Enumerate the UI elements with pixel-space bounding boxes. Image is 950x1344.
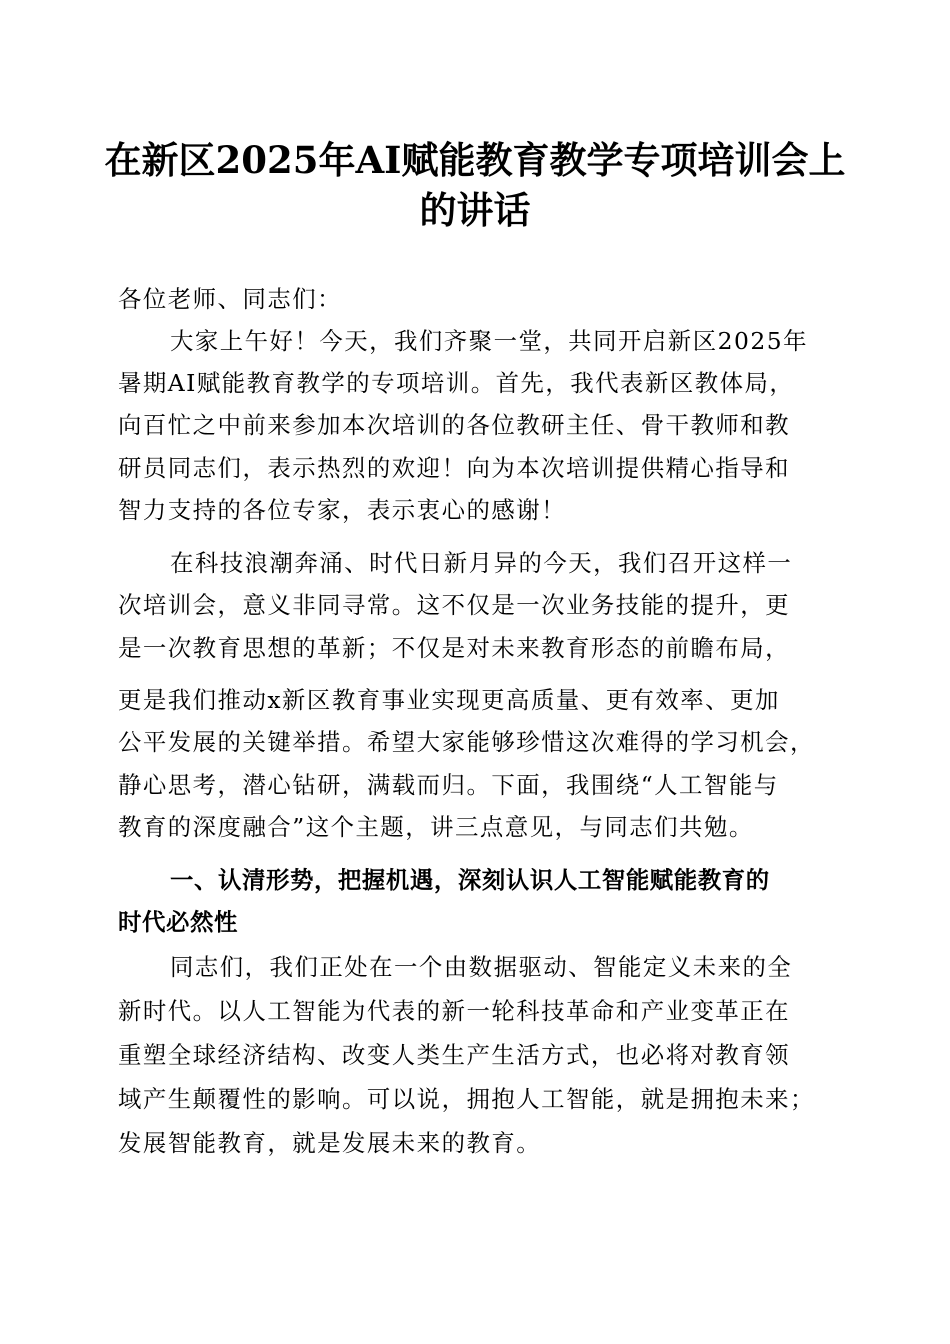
paragraph-3-line-2: 新时代。以人工智能为代表的新一轮科技革命和产业变革正在 (118, 997, 791, 1025)
paragraph-1-line-5: 智力支持的各位专家，表示衷心的感谢！ (118, 496, 567, 524)
paragraph-1-line-4: 研员同志们，表示热烈的欢迎！向为本次培训提供精心指导和 (118, 454, 791, 482)
document-title-line-2: 的讲话 (419, 188, 531, 232)
section-heading-1-line-1: 一、认清形势，把握机遇，深刻认识人工智能赋能教育的 (170, 866, 770, 894)
paragraph-2-line-7: 教育的深度融合”这个主题，讲三点意见，与同志们共勉。 (118, 813, 754, 841)
salutation: 各位老师、同志们： (118, 285, 343, 313)
document-title-line-1: 在新区2025年AI赋能教育教学专项培训会上 (104, 138, 846, 182)
paragraph-2-line-3: 是一次教育思想的革新；不仅是对未来教育形态的前瞻布局， (118, 634, 791, 662)
paragraph-2-line-6: 静心思考，潜心钻研，满载而归。下面，我围绕“人工智能与 (118, 771, 779, 799)
paragraph-3-line-1: 同志们，我们正处在一个由数据驱动、智能定义未来的全 (170, 953, 793, 981)
section-heading-1-line-2: 时代必然性 (118, 908, 238, 936)
paragraph-1-line-3: 向百忙之中前来参加本次培训的各位教研主任、骨干教师和教 (118, 411, 791, 439)
paragraph-2-line-4: 更是我们推动x新区教育事业实现更高质量、更有效率、更加 (118, 686, 780, 714)
paragraph-2-line-2: 次培训会，意义非同寻常。这不仅是一次业务技能的提升，更 (118, 591, 791, 619)
paragraph-3-line-4: 域产生颠覆性的影响。可以说，拥抱人工智能，就是拥抱未来； (118, 1085, 815, 1113)
paragraph-1-line-1: 大家上午好！今天，我们齐聚一堂，共同开启新区2025年 (170, 327, 809, 355)
paragraph-1-line-2: 暑期AI赋能教育教学的专项培训。首先，我代表新区教体局， (118, 369, 795, 397)
paragraph-3-line-5: 发展智能教育，就是发展未来的教育。 (118, 1129, 542, 1157)
paragraph-2-line-5: 公平发展的关键举措。希望大家能够珍惜这次难得的学习机会， (118, 728, 815, 756)
paragraph-3-line-3: 重塑全球经济结构、改变人类生产生活方式，也必将对教育领 (118, 1041, 791, 1069)
paragraph-2-line-1: 在科技浪潮奔涌、时代日新月异的今天，我们召开这样一 (170, 549, 793, 577)
